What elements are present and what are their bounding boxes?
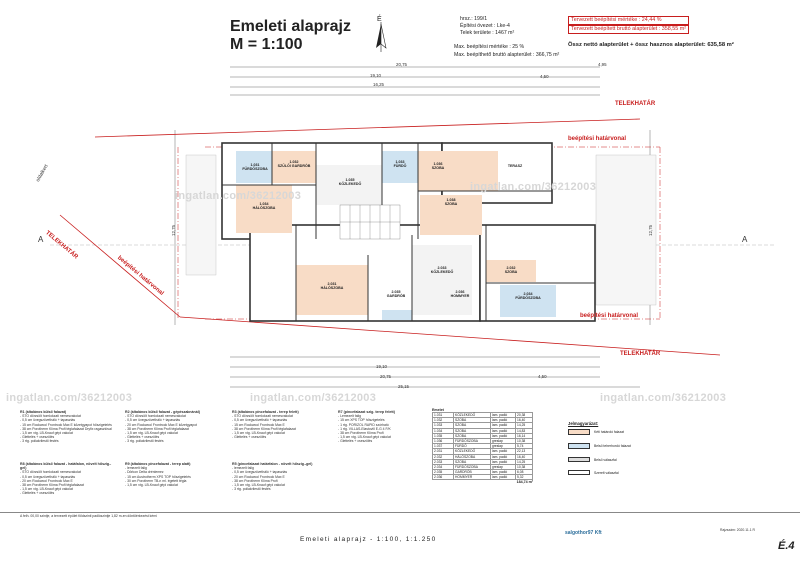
- oldalkert-label: oldalkert: [35, 163, 50, 183]
- table-cell: 16,40: [516, 454, 533, 459]
- info-line: Építési övezet : Lke-4: [460, 23, 510, 30]
- table-cell: 1.037: [433, 444, 454, 449]
- table-cell: 2.033: [433, 459, 454, 464]
- room-label: 1.038 SZOBA: [444, 198, 458, 207]
- legend-item: Szerelt válaszfal: [568, 470, 788, 475]
- beepitesi-top-label: beépítési határvonal: [568, 136, 627, 142]
- drawing-title: Emeleti alaprajz: [230, 18, 351, 35]
- table-cell: lam. padló: [491, 449, 516, 454]
- drawing-scale: M = 1:100: [230, 36, 303, 53]
- dim-side-right: 12,75: [648, 225, 653, 236]
- legend-item: Kéti határoló falazat: [568, 429, 788, 435]
- legend-item: Belső teherhordó falazat: [568, 443, 788, 449]
- wall-spec: R8 (általános külső falazat - hatáfalon, növelt hőszig.-gel) - STO dörzsölt homlokzati nemesvakolat - 0,5 cm üvegszövetháló + tapasztás - 20 cm Rockwool Frontrock Max E - 38 cm Porotherm Klíma Profi téglafalazat - 1,5 cm vtg. LB-Knauf gépi vakolat - Glettelés + cseszölés: [20, 462, 112, 496]
- table-cell: greslap: [491, 438, 516, 443]
- drawing-number: Rajzszám: 2020.11.1 R: [720, 528, 755, 532]
- table-cell: 20,38: [516, 413, 533, 418]
- max-line: Max. beépíthető bruttó alapterület : 366,75 m²: [454, 51, 560, 58]
- table-cell: 5,74: [516, 444, 533, 449]
- north-arrow-icon: [372, 18, 390, 54]
- ratio-box: [568, 16, 689, 34]
- table-cell: 1.035: [433, 433, 454, 438]
- table-cell: 14,25: [516, 459, 533, 464]
- dim-top-a: 16,25: [373, 82, 384, 87]
- wall-spec: R9 (általános pincefalazat - terep alatt) - lemezelt falig - Dörkon Delta drénlemez - 15 cm Austrotherm XPS TOP hőszigetelés - 30 cm Porotherm TB-n ml. égetett tégla - 1,5 cm vtg. LB-Knauf gépi vakolat: [125, 462, 191, 488]
- info-line: hrsz.: 199/1: [460, 16, 488, 22]
- dim-bottom-a: 19,10: [376, 364, 387, 369]
- table-cell: lam. padló: [491, 475, 516, 480]
- table-cell: lam. padló: [491, 459, 516, 464]
- ratio-line: Tervezett beépítési mértéke : 24,44 %: [568, 16, 689, 25]
- wall-spec: R1 (általános külső falazat) - STO dörzsölt homlokzati nemesvakolat - 0,5 cm üvegszövetháló + tapasztás - 15 cm Rockwool Frontrock Max E kőzetgyapot hőszigetelés - 38 cm Porotherm Klíma Profi téglafalazat Dryfix ragasztóval - 1,5 cm vtg. LB-Knauf gépi vakolat - Glettelés + cseszölés - 3 rtg. poliakrilestő festés: [20, 410, 112, 444]
- watermark: ingatlan.com/36212003: [470, 181, 597, 193]
- table-cell: 2.036: [433, 475, 454, 480]
- table-cell: SZOBA: [454, 423, 491, 428]
- room-label: TERASZ: [507, 164, 523, 168]
- section-a-right: A: [742, 235, 748, 244]
- table-cell: 16,40: [516, 418, 533, 423]
- north-label: É: [377, 16, 382, 23]
- table-cell: FÜRDŐSZOBA: [454, 464, 491, 469]
- table-cell: 10,38: [516, 464, 533, 469]
- sheet-number: É.4: [778, 540, 795, 552]
- table-cell: 10,38: [516, 438, 533, 443]
- table-cell: 5,32: [516, 475, 533, 480]
- wall-spec: R2 (általános külső falazat - gépészaknánál) - STO dörzsölt homlokzati nemesvakolat - 0,5 cm üvegszövetháló + tapasztás - 20 cm Rockwool Frontrock Max E kőzetgyapot - 38 cm Porotherm Klíma Profi téglafalazat - 1,5 cm vtg. LB-Knauf gépi vakolat - Glettelés + cseszölés - 3 rtg. poliakrilestő festés: [125, 410, 200, 444]
- dim-bottom-overall: 25,15: [398, 384, 409, 389]
- wall-spec: R3 (általános pincefalazat - terep felett) - STO dörzsölt homlokzati nemesvakolat - 0,5 cm üvegszövetháló + tapasztás - 15 cm Rockwool Frontrock Max E - 38 cm Porotherm Klíma Profi téglafalazat - 1,5 cm vtg. LB-Knauf gépi vakolat - Glettelés + cseszölés: [232, 410, 299, 440]
- table-cell: KÖZLEKEDŐ: [454, 413, 491, 418]
- floor-plan: [0, 55, 800, 395]
- room-label: 2.034 FÜRDŐSZOBA: [515, 292, 541, 301]
- table-cell: lam. padló: [491, 433, 516, 438]
- watermark: ingatlan.com/36212003: [175, 190, 302, 202]
- legend-title: Jelmagyarázat:: [568, 421, 599, 426]
- room-label: 1.036 SZOBA: [431, 162, 445, 171]
- table-cell: SZOBA: [454, 459, 491, 464]
- room-label: 1.033 FÜRDŐ: [393, 160, 407, 169]
- table-cell: 1.033: [433, 423, 454, 428]
- dim-top-small: 4,50: [540, 74, 549, 79]
- section-a-left: A: [38, 235, 44, 244]
- dim-top-mid: 19,10: [370, 73, 381, 78]
- dim-top-overall: 20,75: [396, 62, 407, 67]
- table-cell: FÜRDŐSZOBA: [454, 438, 491, 443]
- footer-drawing-title: Emeleti alaprajz - 1:100, 1:1.250: [300, 536, 437, 543]
- table-cell: 2.032: [433, 454, 454, 459]
- table-row: [433, 475, 533, 480]
- dim-bottom-small: 4,50: [538, 374, 547, 379]
- dim-bottom-mid: 20,75: [380, 374, 391, 379]
- table-cell: FÜRDŐ: [454, 444, 491, 449]
- beepitesi-left-label: beépítési határvonal: [116, 255, 165, 297]
- table-cell: HÁLÓSZOBA: [454, 454, 491, 459]
- beepitesi-bottom-label: beépítési határvonal: [580, 313, 639, 319]
- room-table-total: 184,74 m²: [516, 480, 533, 485]
- table-cell: lam. padló: [491, 418, 516, 423]
- room-label: 1.035 KÖZLEKEDŐ: [338, 178, 362, 187]
- area-sum: Össz nettó alapterület + össz hasznos alapterület: 635,58 m²: [568, 42, 734, 48]
- table-cell: lam. padló: [491, 413, 516, 418]
- dim-side-left: 12,75: [171, 225, 176, 236]
- wall-spec: R7 (pincefalazat szig. terep felett) - Lemezelt falig - 15 cm XPS TOP hőszigetelés - 1 rtg. PORIZOL RAPID szórható - 1 rtg. VILLAS-Elastovill E-G 4 F/K - 38 cm Porotherm Klíma Profi - 1,5 cm vtg. LB-Knauf gépi vakolat - Glettelés + cseszölés: [338, 410, 395, 444]
- table-cell: 22,13: [516, 449, 533, 454]
- room-label: 2.036 HOMMYER: [450, 290, 470, 299]
- table-cell: lam. padló: [491, 454, 516, 459]
- room-label: 2.031 HÁLÓSZOBA: [320, 282, 344, 291]
- table-cell: 2.031: [433, 449, 454, 454]
- table-cell: 2.035: [433, 470, 454, 475]
- table-cell: GARDRÓB: [454, 470, 491, 475]
- table-cell: 2.034: [433, 464, 454, 469]
- watermark: ingatlan.com/36212003: [600, 392, 727, 404]
- table-cell: 1.031: [433, 413, 454, 418]
- info-line: Telek területe : 1467 m²: [460, 30, 515, 37]
- table-cell: 14,83: [516, 428, 533, 433]
- legend: [568, 422, 788, 475]
- max-line: Max. beépítési mértéke : 25 %: [454, 44, 525, 50]
- table-cell: 16,14: [516, 433, 533, 438]
- room-label: 1.034 HÁLÓSZOBA: [252, 202, 276, 211]
- table-cell: 1.032: [433, 418, 454, 423]
- table-cell: SZOBA: [454, 433, 491, 438]
- table-cell: 1.036: [433, 438, 454, 443]
- table-cell: 14,25: [516, 423, 533, 428]
- footer-note: A felh. 00,00 szintje, a tervezett épület földszinti padlószintje 1,82 m-en döntőérkezést kérni: [20, 514, 158, 518]
- table-cell: 1.034: [433, 428, 454, 433]
- room-label: 1.031 FÜRDŐSZOBA: [242, 163, 268, 172]
- wall-spec: R5 (pincefalazat határfalon - növelt hőszig.-gel) - lemezelt falig - 0,5 cm üvegszövetháló + tapasztás - 20 cm Rockwool Frontrock Max E - 38 cm Porotherm Klíma Profi - 1,5 cm vtg. LB-Knauf gépi vakolat - 3 rtg. poliakrilestő festés: [232, 462, 313, 492]
- room-table: [432, 412, 533, 480]
- watermark: ingatlan.com/36212003: [6, 392, 133, 404]
- table-cell: lam. padló: [491, 470, 516, 475]
- room-label: 1.032 SZÜLŐI GARDRÓB: [277, 160, 311, 169]
- table-cell: lam. padló: [491, 428, 516, 433]
- table-cell: greslap: [491, 444, 516, 449]
- room-label: 2.035 GARDRÓB: [386, 290, 406, 299]
- telekhatar-top-label: TELEKHATÁR: [615, 101, 656, 107]
- ratio-line: Tervezett beépített bruttó alapterület : 358,55 m²: [568, 25, 689, 34]
- company-logo: salgothor97 Kft: [565, 530, 602, 536]
- table-cell: SZOBA: [454, 418, 491, 423]
- room-schedule-heading: Emelet: [432, 408, 444, 412]
- telekhatar-left-label: TELEKHATÁR: [44, 230, 79, 261]
- table-cell: KÖZLEKEDŐ: [454, 449, 491, 454]
- table-cell: lam. padló: [491, 423, 516, 428]
- room-label: 2.033 KÖZLEKEDŐ: [430, 266, 454, 275]
- table-cell: 6,08: [516, 470, 533, 475]
- room-schedule: [432, 408, 533, 484]
- table-cell: SZOBA: [454, 428, 491, 433]
- table-cell: HOMMYER: [454, 475, 491, 480]
- room-label: 2.032 SZOBA: [504, 266, 518, 275]
- legend-item: Belső válaszfal: [568, 457, 788, 462]
- table-cell: greslap: [491, 464, 516, 469]
- watermark: ingatlan.com/36212003: [250, 392, 377, 404]
- telekhatar-bottom-label: TELEKHATÁR: [620, 351, 661, 357]
- dim-top-b: 4,95: [598, 62, 607, 67]
- site-info: [460, 16, 514, 38]
